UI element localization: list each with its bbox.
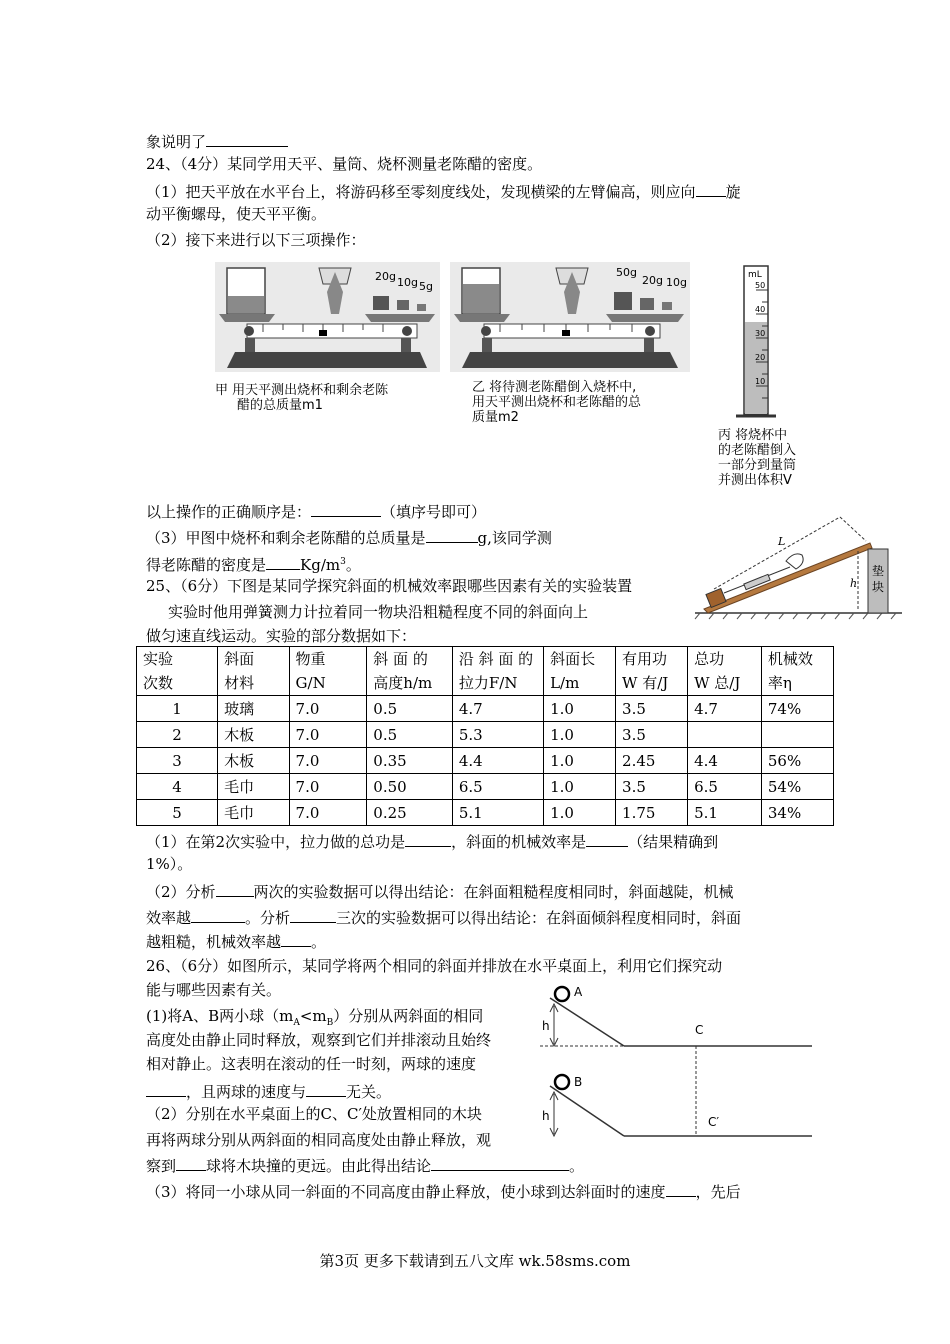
header-cell: 斜 面 的 高度h/m [367,647,453,696]
tick-label: 10 [755,377,766,386]
line-text: (1)将A、B两小球（m [146,1007,294,1025]
line-text: 。 [569,1157,585,1175]
table-cell: 1.0 [544,800,616,826]
table-cell: 3.5 [616,774,688,800]
table-cell: 7.0 [289,800,367,826]
header-cell: 总功 W 总/J [688,647,762,696]
text-line [146,500,486,522]
table-cell: 4.7 [452,696,543,722]
figure-caption [718,428,796,488]
tick-label: 20 [755,353,766,362]
table-cell: 7.0 [289,774,367,800]
text-line: 1%）。 [146,855,193,873]
text-line: 能与哪些因素有关。 [146,981,282,999]
answer-blank[interactable] [176,1154,206,1171]
header-cell: 有用功 W 有/J [616,647,688,696]
line-text: 效率越 [146,909,192,927]
answer-blank[interactable] [290,906,336,923]
table-cell: 1.0 [544,774,616,800]
caption-line: 用天平测出烧杯和老陈醋的总 [472,395,642,410]
table-cell [761,722,833,748]
subscript: A [293,1018,300,1028]
table-cell: 4.7 [688,696,762,722]
table-cell: 2.45 [616,748,688,774]
text-line: 实验时他用弹簧测力计拉着同一物块沿粗糙程度不同的斜面向上 [168,603,589,621]
text-line [146,930,326,952]
ball-b-label: B [574,1075,583,1089]
table-cell: 0.50 [367,774,453,800]
text-line: （2）接下来进行以下三项操作： [146,231,366,249]
answer-blank[interactable] [405,830,451,847]
caption-line: 的老陈醋倒入 [718,443,797,458]
header-cell: 斜面长 L/m [544,647,616,696]
table-cell: 1.0 [544,722,616,748]
text-line [146,1154,584,1176]
table-cell: 5.1 [688,800,762,826]
incline-data-table [136,646,834,826]
ball-a-label: A [574,985,583,999]
text-line: 再将两球分别从两斜面的相同高度处由静止释放，观 [146,1131,492,1149]
table-cell: 5.1 [452,800,543,826]
header-cell: 物重 G/N [289,647,367,696]
answer-blank[interactable] [311,500,381,517]
table-cell: 6.5 [688,774,762,800]
line-text: ，且两球的速度与 [186,1083,307,1101]
line-text: g,该同学测 [477,529,552,547]
header-cell: 沿 斜 面 的 拉力F/N [452,647,543,696]
line-text: 两次的实验数据可以得出结论：在斜面粗糙程度相同时，斜面越陡，机械 [253,883,734,901]
line-text: 以上操作的正确顺序是： [146,503,312,521]
weight-label: 5g [419,280,433,293]
balance-yi-figure [450,262,690,372]
line-text: 无关。 [346,1083,392,1101]
table-row [137,696,834,722]
table-cell: 3.5 [616,696,688,722]
text-line: 相对静止。这表明在滚动的任一时刻，两球的速度 [146,1055,477,1073]
line-text: 。 [345,556,361,574]
weight-label: 50g [616,266,637,279]
line-text: （3）将同一小球从同一斜面的不同高度由静止释放，使小球到达斜面时的速度 [146,1183,666,1201]
text-line [146,906,741,928]
line-text: 察到 [146,1157,177,1175]
figure-caption [215,383,388,413]
table-cell: 7.0 [289,722,367,748]
tick-label: 40 [755,305,766,314]
caption-line: 醋的总质量m1 [237,398,323,413]
table-row [137,800,834,826]
text-line [146,1180,741,1202]
incline-figure [690,505,905,620]
table-cell: 7.0 [289,748,367,774]
answer-blank[interactable] [666,1180,696,1197]
figure-caption [472,380,641,425]
line-text: （3）甲图中烧杯和剩余老陈醋的总质量是 [146,529,426,547]
header-cell: 斜面 材料 [218,647,289,696]
answer-blank[interactable] [281,930,311,947]
text-line [146,830,718,852]
tick-label: 50 [755,281,766,290]
line-text: <m [299,1007,327,1025]
line-text: （结果精确到 [628,833,719,851]
answer-blank[interactable] [206,130,288,147]
line-text: Kg/m [300,556,341,574]
answer-blank[interactable] [426,526,478,543]
graduated-cylinder-figure [728,262,818,422]
text-line: 动平衡螺母，使天平平衡。 [146,205,327,223]
table-cell: 1.0 [544,696,616,722]
text-line [146,1080,391,1102]
table-cell: 7.0 [289,696,367,722]
text-line: 高度处由静止同时释放，观察到它们并排滚动且始终 [146,1031,492,1049]
table-row [137,748,834,774]
weight-label: 20g [375,270,396,283]
question-25-title: 25、（6分）下图是某同学探究斜面的机械效率跟哪些因素有关的实验装置 [146,577,633,595]
text-line [146,130,288,152]
height-label: h [850,577,858,590]
line-text: （1）在第2次实验中，拉力做的总功是 [146,833,406,851]
table-cell: 0.35 [367,748,453,774]
line-text: ，先后 [695,1183,741,1201]
weight-label: 10g [666,276,687,289]
table-row [137,774,834,800]
line-text: ）分别从两斜面的相同 [333,1007,484,1025]
line-text: （2）分析 [146,883,216,901]
header-cell: 机械效 率η [761,647,833,696]
table-cell: 5 [137,800,218,826]
table-cell: 木板 [218,748,289,774]
table-cell: 毛巾 [218,774,289,800]
caption-line: 并测出体积V [718,473,792,488]
table-cell: 2 [137,722,218,748]
table-cell: 54% [761,774,833,800]
answer-blank[interactable] [586,830,628,847]
caption-line: 一部分到量筒 [718,458,797,473]
table-cell: 0.25 [367,800,453,826]
text-line [146,880,734,902]
line-text: 。分析 [245,909,291,927]
table-cell: 74% [761,696,833,722]
table-cell: 56% [761,748,833,774]
line-text: 得老陈醋的密度是 [146,556,267,574]
table-cell: 毛巾 [218,800,289,826]
table-cell: 1.75 [616,800,688,826]
table-cell: 木板 [218,722,289,748]
table-cell: 4 [137,774,218,800]
weight-label: 10g [397,276,418,289]
table-cell: 4.4 [452,748,543,774]
text-line: 做匀速直线运动。实验的部分数据如下： [146,627,417,645]
height-label: h [542,1019,550,1033]
table-cell: 玻璃 [218,696,289,722]
block-label: 块 [872,580,885,594]
answer-blank[interactable] [431,1154,569,1171]
caption-line: 乙 将待测老陈醋倒入烧杯中, [472,380,637,395]
superscript: 3 [340,557,346,567]
block-label: 垫 [872,564,885,578]
answer-blank[interactable] [146,1080,186,1097]
text-line: （2）分别在水平桌面上的C、C′处放置相同的木块 [146,1105,482,1123]
subscript: B [326,1018,334,1028]
answer-blank[interactable] [306,1080,346,1097]
table-cell: 3 [137,748,218,774]
table-row [137,722,834,748]
answer-blank[interactable] [696,180,726,197]
caption-line: 质量m2 [472,410,519,425]
question-26-title: 26、（6分）如图所示，某同学将两个相同的斜面并排放在水平桌面上，利用它们探究动 [146,957,723,975]
table-cell: 0.5 [367,696,453,722]
line-text: 象说明了 [146,133,207,151]
ramps-figure [540,984,815,1144]
height-label: h [542,1109,550,1123]
question-24-title: 24、（4分）某同学用天平、量筒、烧杯测量老陈醋的密度。 [146,155,543,173]
table-cell: 6.5 [452,774,543,800]
caption-line: 甲 用天平测出烧杯和剩余老陈 [215,383,389,398]
answer-blank[interactable] [191,906,245,923]
line-text: （填序号即可） [381,503,487,521]
table-cell: 34% [761,800,833,826]
point-c-label: C [695,1023,704,1037]
line-text: 球将木块撞的更远。由此得出结论 [206,1157,432,1175]
line-text: 旋 [725,183,741,201]
table-cell: 3.5 [616,722,688,748]
table-cell: 4.4 [688,748,762,774]
tick-label: 30 [755,329,766,338]
page-footer: 第3页 更多下载请到五八文库 wk.58sms.com [319,1252,631,1270]
table-cell [688,722,762,748]
balance-jia-figure [215,262,440,372]
line-text: ，斜面的机械效率是 [451,833,587,851]
text-line [146,526,552,548]
text-line [146,1006,483,1033]
answer-blank[interactable] [266,553,300,570]
point-c-prime-label: C′ [708,1115,720,1129]
answer-blank[interactable] [216,880,254,897]
line-text: 越粗糙，机械效率越 [146,933,282,951]
line-text: 三次的实验数据可以得出结论：在斜面倾斜程度相同时，斜面 [336,909,742,927]
table-cell: 1 [137,696,218,722]
header-cell: 实验 次数 [137,647,218,696]
line-text: （1）把天平放在水平台上，将游码移至零刻度线处，发现横梁的左臂偏高，则应向 [146,183,696,201]
table-header-row [137,647,834,696]
table-cell: 0.5 [367,722,453,748]
weight-label: 20g [642,274,663,287]
table-cell: 5.3 [452,722,543,748]
text-line [146,180,741,202]
caption-line: 丙 将烧杯中 [718,428,788,443]
text-line [146,552,361,575]
table-cell: 1.0 [544,748,616,774]
line-text: 。 [311,933,327,951]
length-label: L [778,535,786,548]
cylinder-unit: mL [748,270,762,280]
